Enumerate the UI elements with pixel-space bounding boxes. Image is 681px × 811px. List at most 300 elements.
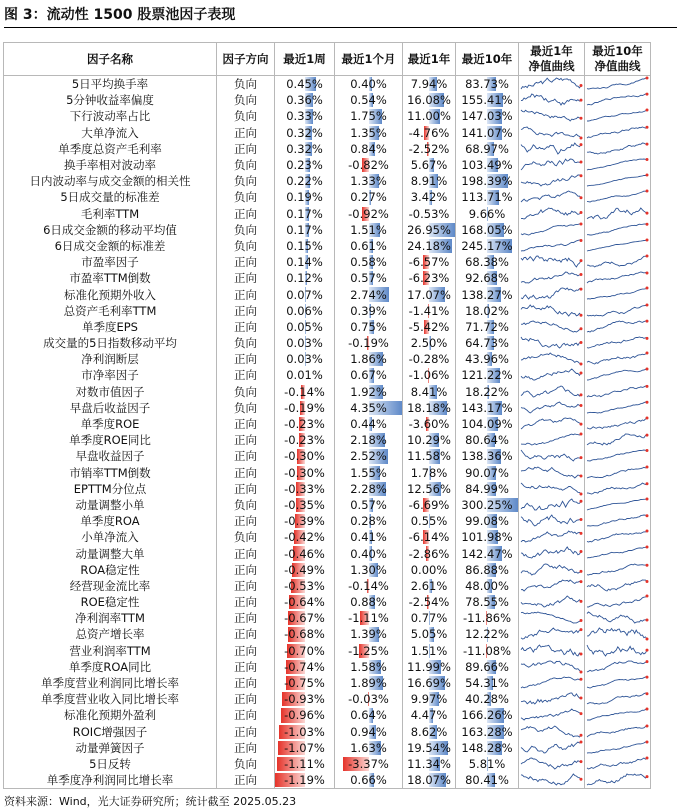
sparkline-path	[587, 418, 647, 429]
nav-curve-y10	[585, 740, 651, 756]
sparkline	[586, 772, 649, 787]
table-row	[4, 707, 651, 723]
table-row	[4, 578, 651, 594]
return-value: 0.03%	[286, 336, 323, 351]
factor-name: 单季度总资产毛利率	[4, 141, 217, 157]
return-value: 101.98%	[461, 530, 513, 545]
nav-curve-y10	[585, 222, 651, 238]
header-1w: 最近1周	[275, 43, 335, 76]
sparkline-path	[521, 612, 581, 623]
factor-direction: 正向	[217, 740, 275, 756]
nav-curve-y10	[585, 772, 651, 789]
factor-direction: 负向	[217, 400, 275, 416]
sparkline-path	[521, 321, 581, 332]
factor-direction: 正向	[217, 254, 275, 270]
sparkline	[586, 125, 649, 140]
sparkline	[586, 400, 649, 415]
return-cell-y10	[456, 92, 519, 108]
sparkline	[520, 189, 583, 204]
return-value: 40.28%	[465, 692, 509, 707]
sparkline	[586, 286, 649, 301]
return-cell-y10	[456, 303, 519, 319]
return-cell-y10	[456, 691, 519, 707]
return-value: -0.19%	[284, 400, 325, 415]
return-cell-m1	[335, 756, 403, 772]
sparkline-path	[587, 467, 647, 478]
return-cell-y10	[456, 157, 519, 173]
return-value: 0.67%	[350, 368, 387, 383]
return-value: 54.31%	[465, 676, 509, 691]
return-cell-m1	[335, 335, 403, 351]
return-value: 147.03%	[461, 109, 513, 124]
return-value: 0.44%	[350, 417, 387, 432]
factor-name: 市盈率因子	[4, 254, 217, 270]
return-value: -0.30%	[284, 465, 325, 480]
table-row	[4, 513, 651, 529]
sparkline	[520, 740, 583, 755]
return-cell-y1	[403, 513, 456, 529]
sparkline-end-marker	[646, 514, 649, 517]
sparkline-path	[521, 434, 581, 445]
nav-curve-y10	[585, 400, 651, 416]
sparkline-path	[587, 580, 647, 591]
return-value: -0.39%	[284, 514, 325, 529]
sparkline-end-marker	[580, 456, 583, 459]
sparkline-end-marker	[580, 341, 583, 344]
return-cell-m1	[335, 513, 403, 529]
return-cell-y10	[456, 740, 519, 756]
return-cell-y10	[456, 335, 519, 351]
sparkline-end-marker	[580, 160, 583, 163]
return-value: 8.91%	[410, 174, 448, 189]
return-cell-y10	[456, 367, 519, 383]
nav-curve-y1	[519, 367, 585, 383]
return-cell-y1	[403, 756, 456, 772]
factor-direction: 正向	[217, 578, 275, 594]
nav-curve-y10	[585, 351, 651, 367]
sparkline-end-marker	[646, 401, 649, 404]
sparkline-end-marker	[580, 197, 583, 200]
factor-name: 日内波动率与成交金额的相关性	[4, 173, 217, 189]
return-cell-y10	[456, 724, 519, 740]
table-row	[4, 319, 651, 335]
factor-direction: 正向	[217, 141, 275, 157]
sparkline-end-marker	[580, 570, 583, 573]
sparkline-end-marker	[580, 652, 583, 655]
return-value: 0.32%	[286, 125, 323, 140]
return-value: 1.86%	[350, 352, 387, 367]
return-value: -0.23%	[284, 417, 325, 432]
return-cell-y10	[456, 562, 519, 578]
nav-curve-y10	[585, 303, 651, 319]
return-cell-y1	[403, 594, 456, 610]
sparkline	[586, 108, 649, 123]
return-value: 0.27%	[350, 190, 387, 205]
return-value: -2.52%	[408, 141, 450, 156]
return-cell-w1	[275, 76, 335, 93]
nav-curve-y1	[519, 497, 585, 513]
return-value: 5.67%	[410, 158, 448, 173]
return-value: 103.49%	[461, 158, 513, 173]
return-cell-y10	[456, 238, 519, 254]
sparkline	[520, 254, 583, 269]
sparkline	[586, 756, 649, 771]
return-value: 2.28%	[350, 481, 387, 496]
return-cell-y10	[456, 173, 519, 189]
return-cell-y1	[403, 707, 456, 723]
nav-curve-y10	[585, 76, 651, 93]
return-value: 0.40%	[350, 546, 387, 561]
sparkline-end-marker	[646, 465, 649, 468]
return-cell-m1	[335, 529, 403, 545]
sparkline	[586, 448, 649, 463]
return-cell-y1	[403, 626, 456, 642]
return-cell-y1	[403, 740, 456, 756]
sparkline-path	[587, 499, 647, 510]
sparkline-path	[521, 418, 581, 429]
sparkline	[520, 319, 583, 334]
nav-curve-y1	[519, 270, 585, 286]
return-cell-w1	[275, 222, 335, 238]
factor-name: 总资产增长率	[4, 626, 217, 642]
sparkline	[586, 432, 649, 447]
sparkline-end-marker	[646, 580, 649, 583]
table-row	[4, 76, 651, 93]
table-row	[4, 206, 651, 222]
sparkline-end-marker	[580, 500, 583, 503]
return-cell-w1	[275, 675, 335, 691]
return-value: 1.51%	[410, 643, 448, 658]
return-value: 1.30%	[350, 562, 387, 577]
sparkline-path	[521, 256, 581, 267]
sparkline	[586, 626, 649, 641]
sparkline-path	[587, 288, 647, 299]
nav-curve-y10	[585, 675, 651, 691]
return-cell-y1	[403, 254, 456, 270]
return-cell-w1	[275, 351, 335, 367]
nav-curve-y10	[585, 724, 651, 740]
factor-name: 标准化预期外收入	[4, 286, 217, 302]
return-value: -0.33%	[284, 481, 325, 496]
factor-name: 净利润率TTM	[4, 610, 217, 626]
return-cell-w1	[275, 92, 335, 108]
return-cell-y1	[403, 659, 456, 675]
return-cell-w1	[275, 707, 335, 723]
table-row	[4, 465, 651, 481]
sparkline-path	[587, 386, 647, 397]
return-cell-y10	[456, 578, 519, 594]
title-divider	[4, 27, 677, 28]
factor-direction: 正向	[217, 707, 275, 723]
nav-curve-y1	[519, 545, 585, 561]
sparkline-path	[587, 677, 647, 688]
sparkline	[520, 92, 583, 107]
return-cell-m1	[335, 157, 403, 173]
return-value: 0.05%	[286, 319, 323, 334]
nav-curve-y10	[585, 707, 651, 723]
sparkline-end-marker	[646, 692, 649, 695]
sparkline-end-marker	[646, 319, 649, 322]
return-cell-y10	[456, 222, 519, 238]
return-value: 68.97%	[465, 141, 509, 156]
factor-direction: 正向	[217, 319, 275, 335]
return-value: 0.17%	[286, 206, 323, 221]
sparkline	[586, 610, 649, 625]
sparkline	[520, 384, 583, 399]
return-cell-w1	[275, 626, 335, 642]
factor-name: 成交量的5日指数移动平均	[4, 335, 217, 351]
return-value: 1.35%	[350, 125, 387, 140]
return-cell-m1	[335, 626, 403, 642]
sparkline-path	[521, 175, 581, 186]
return-cell-w1	[275, 562, 335, 578]
return-value: 16.08%	[407, 93, 451, 108]
sparkline-path	[521, 369, 581, 380]
sparkline	[586, 76, 649, 91]
factor-direction: 正向	[217, 659, 275, 675]
sparkline-end-marker	[646, 530, 649, 533]
return-value: 12.22%	[465, 627, 509, 642]
return-cell-y10	[456, 545, 519, 561]
sparkline	[586, 335, 649, 350]
return-cell-m1	[335, 707, 403, 723]
sparkline-path	[587, 596, 647, 607]
return-cell-y1	[403, 432, 456, 448]
return-cell-m1	[335, 659, 403, 675]
sparkline	[520, 707, 583, 722]
sparkline	[586, 303, 649, 318]
nav-curve-y10	[585, 465, 651, 481]
nav-curve-y1	[519, 465, 585, 481]
header-factor-name: 因子名称	[4, 43, 217, 76]
sparkline	[586, 206, 649, 221]
return-value: 0.57%	[350, 271, 387, 286]
return-cell-y10	[456, 76, 519, 93]
return-cell-y10	[456, 141, 519, 157]
nav-curve-y10	[585, 319, 651, 335]
table-row	[4, 92, 651, 108]
factor-direction: 正向	[217, 270, 275, 286]
sparkline	[520, 643, 583, 658]
sparkline-path	[587, 256, 647, 267]
nav-curve-y10	[585, 173, 651, 189]
nav-curve-y10	[585, 157, 651, 173]
return-value: 113.71%	[461, 190, 513, 205]
return-cell-w1	[275, 643, 335, 659]
factor-name: 单季度ROE同比	[4, 432, 217, 448]
return-cell-y1	[403, 448, 456, 464]
return-cell-y1	[403, 76, 456, 93]
nav-curve-y10	[585, 108, 651, 124]
return-cell-m1	[335, 691, 403, 707]
nav-curve-y1	[519, 610, 585, 626]
return-value: 0.84%	[350, 141, 387, 156]
sparkline-path	[521, 774, 581, 785]
sparkline-end-marker	[580, 670, 583, 673]
return-value: 18.07%	[407, 773, 451, 788]
return-cell-m1	[335, 254, 403, 270]
sparkline-end-marker	[646, 595, 649, 598]
sparkline-end-marker	[580, 143, 583, 146]
return-cell-w1	[275, 691, 335, 707]
return-cell-y1	[403, 562, 456, 578]
sparkline-path	[521, 450, 581, 461]
sparkline	[520, 270, 583, 285]
return-value: -3.37%	[348, 756, 389, 771]
return-value: 11.00%	[407, 109, 451, 124]
return-value: 163.28%	[461, 724, 513, 739]
sparkline-path	[587, 434, 647, 445]
return-value: 142.47%	[461, 546, 513, 561]
return-value: -4.76%	[408, 125, 450, 140]
return-value: 9.66%	[468, 206, 506, 221]
table-row	[4, 724, 651, 740]
return-value: 0.12%	[286, 271, 323, 286]
nav-curve-y1	[519, 675, 585, 691]
sparkline-end-marker	[580, 239, 583, 242]
return-cell-y10	[456, 270, 519, 286]
sparkline-path	[521, 143, 581, 154]
return-value: 155.41%	[461, 93, 513, 108]
header-1y: 最近1年	[403, 43, 456, 76]
nav-curve-y1	[519, 481, 585, 497]
sparkline	[586, 367, 649, 382]
return-cell-y1	[403, 189, 456, 205]
header-1m: 最近1个月	[335, 43, 403, 76]
nav-curve-y10	[585, 643, 651, 659]
sparkline-end-marker	[646, 434, 649, 437]
factor-direction: 正向	[217, 351, 275, 367]
return-cell-w1	[275, 367, 335, 383]
return-value: 141.07%	[461, 125, 513, 140]
table-row	[4, 529, 651, 545]
nav-curve-y10	[585, 367, 651, 383]
sparkline-path	[521, 515, 581, 526]
return-cell-y1	[403, 335, 456, 351]
return-value: -3.60%	[408, 417, 450, 432]
factor-direction: 负向	[217, 76, 275, 93]
factor-direction: 正向	[217, 125, 275, 141]
return-value: -0.14%	[284, 384, 325, 399]
sparkline-end-marker	[646, 482, 649, 485]
return-cell-w1	[275, 578, 335, 594]
return-value: -0.53%	[408, 206, 450, 221]
sparkline-end-marker	[646, 287, 649, 290]
return-cell-w1	[275, 108, 335, 124]
sparkline	[520, 76, 583, 91]
return-cell-y1	[403, 691, 456, 707]
sparkline-path	[521, 402, 581, 413]
return-value: 99.08%	[465, 514, 509, 529]
factor-direction: 正向	[217, 465, 275, 481]
sparkline-end-marker	[646, 238, 649, 241]
nav-curve-y1	[519, 529, 585, 545]
return-value: 26.95%	[407, 222, 451, 237]
sparkline-path	[521, 191, 581, 202]
factor-direction: 负向	[217, 529, 275, 545]
sparkline-path	[521, 272, 581, 283]
nav-curve-y10	[585, 189, 651, 205]
sparkline-end-marker	[646, 158, 649, 161]
return-cell-w1	[275, 189, 335, 205]
return-value: 2.74%	[350, 287, 387, 302]
return-cell-y1	[403, 384, 456, 400]
factor-direction: 负向	[217, 335, 275, 351]
nav-curve-y1	[519, 384, 585, 400]
sparkline-end-marker	[646, 756, 649, 759]
return-value: 4.35%	[350, 400, 387, 415]
return-value: 68.38%	[465, 255, 509, 270]
return-cell-m1	[335, 465, 403, 481]
return-value: 0.40%	[350, 77, 387, 92]
factor-name: 早盘收益因子	[4, 448, 217, 464]
nav-curve-y1	[519, 319, 585, 335]
nav-curve-y1	[519, 206, 585, 222]
sparkline-path	[587, 240, 647, 251]
return-cell-y1	[403, 465, 456, 481]
sparkline-end-marker	[646, 676, 649, 679]
sparkline	[586, 659, 649, 674]
nav-curve-y1	[519, 772, 585, 789]
return-value: 198.39%	[461, 174, 513, 189]
return-value: -0.92%	[348, 206, 389, 221]
sparkline	[520, 416, 583, 431]
sparkline-end-marker	[646, 660, 649, 663]
sparkline-path	[587, 175, 647, 186]
header-10y-nav-curve: 最近10年 净值曲线	[585, 43, 651, 76]
return-cell-m1	[335, 497, 403, 513]
sparkline-path	[521, 159, 581, 170]
return-value: -6.69%	[408, 497, 450, 512]
return-cell-m1	[335, 416, 403, 432]
return-value: -0.19%	[348, 336, 389, 351]
sparkline-path	[587, 208, 647, 219]
return-value: -6.57%	[408, 255, 450, 270]
sparkline	[520, 400, 583, 415]
return-value: 0.36%	[286, 93, 323, 108]
sparkline-end-marker	[646, 449, 649, 452]
return-value: 0.17%	[286, 222, 323, 237]
return-value: -0.64%	[284, 595, 325, 610]
return-cell-m1	[335, 173, 403, 189]
return-cell-m1	[335, 594, 403, 610]
return-cell-w1	[275, 141, 335, 157]
sparkline-end-marker	[580, 211, 583, 214]
return-value: 8.41%	[410, 384, 448, 399]
return-value: 2.50%	[410, 336, 448, 351]
table-row	[4, 141, 651, 157]
factor-name: 小单净流入	[4, 529, 217, 545]
nav-curve-y10	[585, 481, 651, 497]
factor-name: ROA稳定性	[4, 562, 217, 578]
sparkline-path	[587, 515, 647, 526]
sparkline-path	[521, 580, 581, 591]
nav-curve-y1	[519, 76, 585, 93]
return-cell-w1	[275, 432, 335, 448]
sparkline-end-marker	[646, 708, 649, 711]
factor-direction: 负向	[217, 157, 275, 173]
return-value: 2.61%	[410, 578, 448, 593]
table-row	[4, 675, 651, 691]
sparkline-path	[587, 369, 647, 380]
sparkline-end-marker	[646, 648, 649, 651]
return-value: 19.54%	[407, 740, 451, 755]
return-cell-w1	[275, 270, 335, 286]
sparkline-path	[521, 483, 581, 494]
return-value: -0.49%	[284, 562, 325, 577]
return-cell-w1	[275, 659, 335, 675]
return-cell-y1	[403, 545, 456, 561]
